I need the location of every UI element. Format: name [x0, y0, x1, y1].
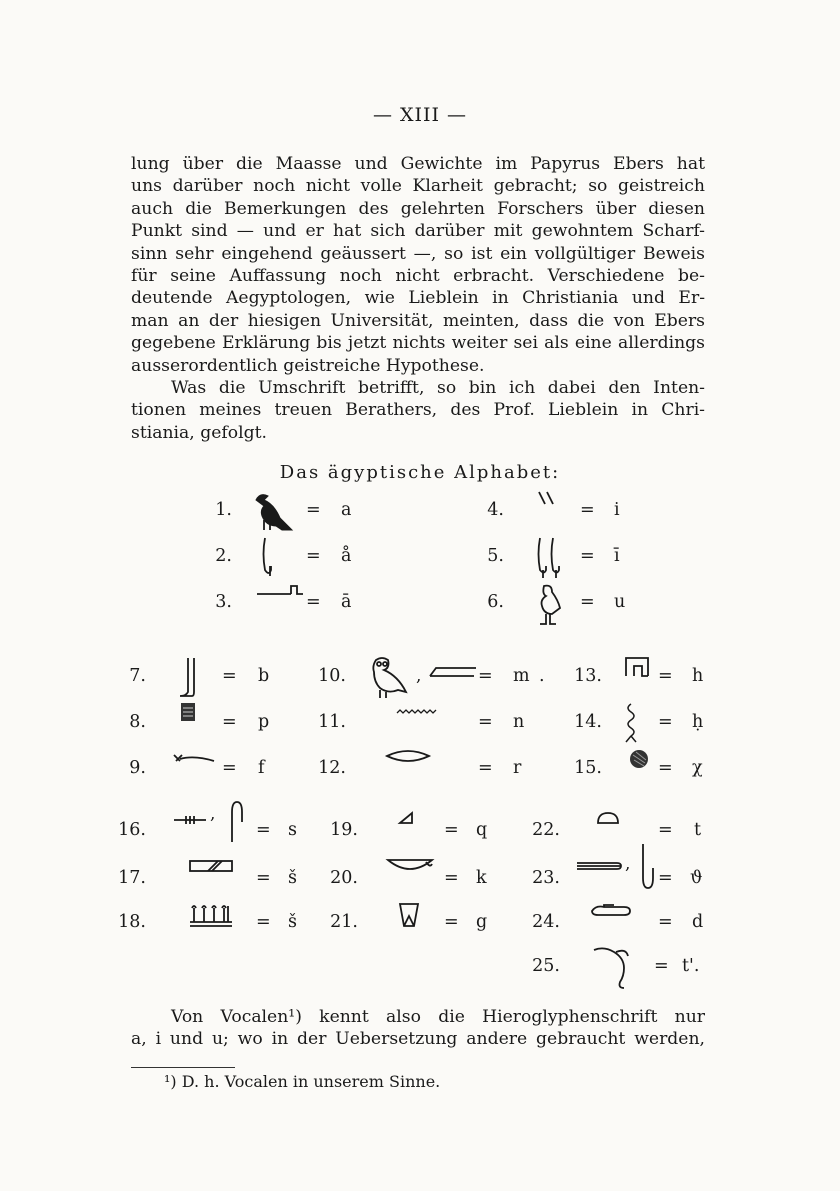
- owl-icon: [368, 656, 422, 704]
- reed-leaf-icon: [260, 536, 276, 582]
- horned-viper-icon: [172, 748, 216, 767]
- entry-number: 13.: [574, 666, 602, 686]
- transliteration-value: ḥ: [692, 712, 704, 732]
- transliteration-value: m: [513, 666, 530, 686]
- double-stroke-icon: [535, 490, 557, 510]
- transliteration-value: p: [258, 712, 270, 732]
- entry-number: 4.: [487, 500, 504, 520]
- transliteration-value: i: [614, 500, 620, 520]
- transliteration-value: š: [288, 868, 297, 888]
- jar-stand-icon: [398, 902, 420, 932]
- courtyard-icon: [624, 656, 650, 682]
- entry-number: 14.: [574, 712, 602, 732]
- text-line: uns darüber noch nicht volle Klarheit gebracht; so geistreich: [131, 176, 705, 197]
- transliteration-value: š: [288, 912, 297, 932]
- equals-sign: =: [306, 500, 321, 520]
- paragraph-3: [131, 1006, 705, 1051]
- equals-sign: =: [580, 546, 595, 566]
- transliteration-value: å: [341, 546, 352, 566]
- equals-sign: =: [256, 912, 271, 932]
- entry-number: 16.: [118, 820, 146, 840]
- transliteration-value: k: [476, 868, 487, 888]
- vulture-icon: [250, 490, 296, 538]
- trailing-dot: .: [539, 666, 545, 686]
- text-line: deutende Aegyptologen, wie Lieblein in Christiania und Er-: [131, 288, 705, 309]
- transliteration-value: f: [258, 758, 265, 778]
- transliteration-value: χ: [692, 758, 703, 778]
- separator-comma: ,: [625, 854, 631, 874]
- equals-sign: =: [658, 712, 673, 732]
- entry-number: 20.: [330, 868, 358, 888]
- transliteration-value: b: [258, 666, 270, 686]
- water-ripple-icon: [395, 702, 439, 721]
- transliteration-value: ī: [614, 546, 620, 566]
- transliteration-value: s: [288, 820, 297, 840]
- transliteration-value: h: [692, 666, 704, 686]
- text-line: auch die Bemerkungen des gelehrten Forschers über diesen: [131, 198, 705, 219]
- transliteration-value: r: [513, 758, 522, 778]
- equals-sign: =: [444, 820, 459, 840]
- equals-sign: =: [658, 868, 673, 888]
- entry-number: 7.: [129, 666, 146, 686]
- basket-icon: [386, 858, 434, 878]
- transliteration-value: u: [614, 592, 626, 612]
- equals-sign: =: [658, 758, 673, 778]
- transliteration-value: n: [513, 712, 525, 732]
- text-line: Punkt sind — und er hat sich darüber mit gewohntem Scharf-: [131, 221, 705, 242]
- equals-sign: =: [580, 500, 595, 520]
- equals-sign: =: [256, 868, 271, 888]
- quail-chick-icon: [530, 582, 564, 632]
- paragraph-2: [131, 377, 705, 444]
- text-line: ausserordentlich geistreiche Hypothese.: [131, 355, 485, 376]
- text-line: Von Vocalen¹) kennt also die Hieroglyphenschrift nur: [171, 1007, 705, 1027]
- entry-number: 3.: [215, 592, 232, 612]
- equals-sign: =: [444, 868, 459, 888]
- equals-sign: =: [478, 712, 493, 732]
- entry-number: 11.: [318, 712, 346, 732]
- forearm-icon: [255, 582, 305, 602]
- equals-sign: =: [478, 758, 493, 778]
- transliteration-value: q: [476, 820, 488, 840]
- double-reed-icon: [535, 536, 565, 582]
- hand-icon: [590, 902, 632, 921]
- equals-sign: =: [654, 956, 669, 976]
- mouth-icon: [385, 748, 431, 767]
- equals-sign: =: [222, 758, 237, 778]
- entry-number: 23.: [532, 868, 560, 888]
- entry-number: 25.: [532, 956, 560, 976]
- entry-number: 5.: [487, 546, 504, 566]
- paragraph-1: [131, 153, 705, 377]
- entry-number: 15.: [574, 758, 602, 778]
- transliteration-value: ā: [341, 592, 352, 612]
- text-line: gegebene Erklärung bis jetzt nichts weiter sei als eine allerdings: [131, 333, 705, 354]
- footnote: ¹) D. h. Vocalen in unserem Sinne.: [164, 1072, 441, 1091]
- tethering-rope-icon: [575, 854, 631, 877]
- transliteration-value: t'.: [682, 956, 700, 976]
- text-line: lung über die Maasse und Gewichte im Papyrus Ebers hat: [131, 154, 705, 174]
- equals-sign: =: [478, 666, 493, 686]
- text-line: Was die Umschrift betrifft, so bin ich dabei den Inten-: [171, 378, 705, 398]
- text-line: a, i und u; wo in der Uebersetzung andere gebraucht werden,: [131, 1029, 705, 1050]
- text-line: man an der hiesigen Universität, meinten, dass die von Ebers: [131, 310, 705, 331]
- placenta-icon: [628, 748, 650, 774]
- alphabet-heading: Das ägyptische Alphabet:: [279, 462, 561, 483]
- entry-number: 9.: [129, 758, 146, 778]
- entry-number: 6.: [487, 592, 504, 612]
- transliteration-value: a: [341, 500, 352, 520]
- entry-number: 19.: [330, 820, 358, 840]
- page-number: — XIII —: [372, 104, 468, 126]
- text-line: sinn sehr eingehend geäussert —, so ist ein vollgültiger Beweis: [131, 243, 705, 264]
- entry-number: 8.: [129, 712, 146, 732]
- footnote-rule: [131, 1067, 235, 1068]
- equals-sign: =: [306, 546, 321, 566]
- bread-loaf-icon: [596, 810, 620, 829]
- text-line: tionen meines treuen Berathers, des Prof. Lieblein in Chri-: [131, 400, 705, 421]
- equals-sign: =: [256, 820, 271, 840]
- transliteration-value: ϑ: [690, 868, 703, 888]
- entry-number: 2.: [215, 546, 232, 566]
- twisted-flax-icon: [623, 702, 639, 748]
- equals-sign: =: [222, 712, 237, 732]
- equals-sign: =: [658, 820, 673, 840]
- entry-number: 10.: [318, 666, 346, 686]
- equals-sign: =: [658, 912, 673, 932]
- transliteration-value: g: [476, 912, 488, 932]
- foot-icon: [178, 656, 200, 704]
- transliteration-value: t: [694, 820, 702, 840]
- entry-number: 24.: [532, 912, 560, 932]
- entry-number: 12.: [318, 758, 346, 778]
- hill-slope-icon: [398, 810, 416, 829]
- equals-sign: =: [444, 912, 459, 932]
- equals-sign: =: [306, 592, 321, 612]
- entry-number: 21.: [330, 912, 358, 932]
- text-line: für seine Auffassung noch nicht erbracht. Verschiedene be-: [131, 265, 705, 286]
- entry-number: 17.: [118, 868, 146, 888]
- door-bolt-icon: [172, 804, 216, 829]
- equals-sign: =: [580, 592, 595, 612]
- transliteration-value: d: [692, 912, 704, 932]
- equals-sign: =: [222, 666, 237, 686]
- entry-number: 22.: [532, 820, 560, 840]
- stool-icon: [180, 702, 196, 726]
- pool-icon: [188, 858, 234, 877]
- entry-number: 18.: [118, 912, 146, 932]
- cobra-icon: [592, 946, 634, 994]
- separator-comma: ,: [416, 666, 422, 686]
- entry-number: 1.: [215, 500, 232, 520]
- garden-icon: [188, 902, 234, 932]
- separator-comma: ,: [210, 804, 216, 824]
- text-line: stiania, gefolgt.: [131, 422, 267, 443]
- equals-sign: =: [658, 666, 673, 686]
